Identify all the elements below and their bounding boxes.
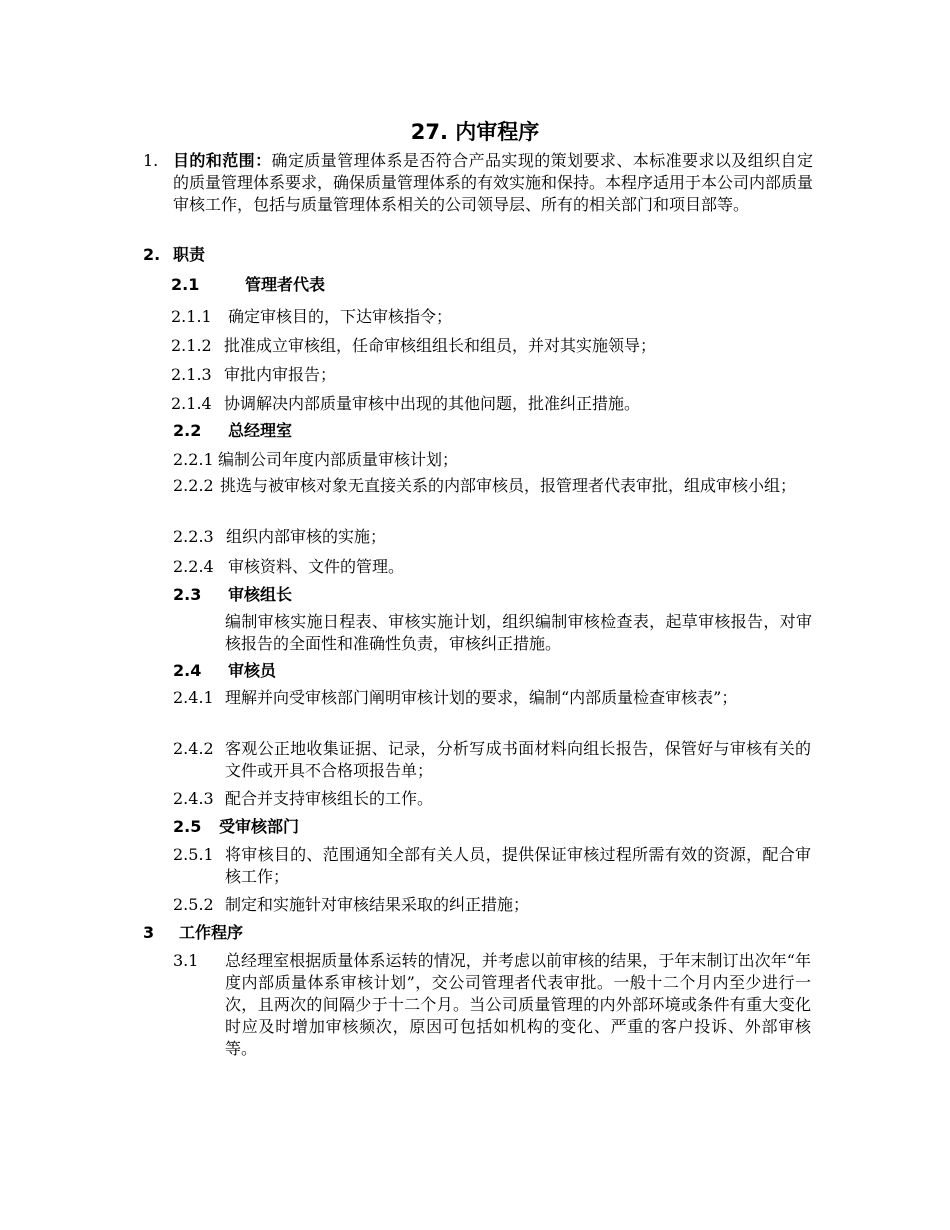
list-item [173,475,813,519]
list-item [171,393,811,415]
subsection-number: 2.4 [173,661,202,680]
list-item [173,950,813,1062]
item-text: 挑选与被审核对象无直接关系的内部审核员，报管理者代表审批，组成审核小组； [220,476,797,495]
item-number: 2.4.3 [173,789,214,808]
subsection-label: 管理者代表 [245,275,326,294]
subsection-2-3-paragraph [225,611,812,655]
section-number: 2. [143,245,161,264]
item-text: 审核资料、文件的管理。 [228,557,405,576]
subsection-2-4-heading [173,660,276,682]
item-text: 审批内审报告； [224,365,337,384]
item-text: 总经理室根据质量体系运转的情况，并考虑以前审核的结果，于年末制订出次年“年度内部质量体系审核计划”，交公司管理者代表审批。一般十二个月内至少进行一次，且两次的间隔少于十二个月。当公司质量管理的内外部环境或条件有重大变化时应及时增加审核频次，原因可包括如机构的变化、严重的客户投诉、外部审核等。 [225,951,811,1058]
item-number: 2.2.3 [173,527,214,546]
item-number: 2.5.1 [173,845,214,864]
item-text: 理解并向受审核部门阐明审核计划的要求，编制“内部质量检查审核表”； [225,688,738,707]
list-item [173,556,813,578]
subsection-number: 2.1 [171,275,200,294]
item-number: 2.1.4 [171,394,212,413]
item-text: 配合并支持审核组长的工作。 [225,789,434,808]
section-3-heading [143,922,243,944]
item-text: 组织内部审核的实施； [226,527,387,546]
list-item [171,335,811,357]
section-number: 3 [143,923,155,942]
item-number: 3.1 [173,951,199,970]
item-number: 2.4.2 [173,739,214,758]
section-label: 工作程序 [179,923,244,942]
item-number: 2.4.1 [173,688,214,707]
paragraph-text: 编制审核实施日程表、审核实施计划，组织编制审核检查表，起草审核报告，对审核报告的全面性和准确性负责，审核纠正措施。 [225,612,812,653]
subsection-2-3-heading [173,584,292,606]
section-text: 确定质量管理体系是否符合产品实现的策划要求、本标准要求以及组织自定的质量管理体系要求，确保质量管理体系的有效实施和保持。本程序适用于本公司内部质量审核工作，包括与质量管理体系相关的公司领导层、所有的相关部门和项目部等。 [173,151,814,214]
item-number: 2.1.3 [171,365,212,384]
subsection-2-5-heading [173,816,299,838]
list-item [173,687,813,731]
list-item [173,738,813,782]
item-text: 客观公正地收集证据、记录，分析写成书面材料向组长报告，保管好与审核有关的文件或开具不合格项报告单； [225,739,811,780]
item-number: 2.1.1 [171,307,212,326]
subsection-2-2-heading [173,420,292,442]
subsection-number: 2.5 [173,817,202,836]
item-text: 制定和实施针对审核结果采取的纠正措施； [225,895,530,914]
item-number: 2.1.2 [171,336,212,355]
subsection-label: 受审核部门 [219,817,300,836]
section-2-heading [143,244,205,266]
section-1-paragraph [173,150,813,216]
list-item [173,449,813,471]
subsection-2-1-heading [171,274,325,296]
subsection-number: 2.3 [173,585,202,604]
item-number: 2.2.1 [173,450,214,469]
item-number: 2.5.2 [173,895,214,914]
item-text: 将审核目的、范围通知全部有关人员，提供保证审核过程所需有效的资源，配合审核工作； [225,845,811,886]
section-label: 目的和范围： [173,151,272,170]
list-item [171,364,811,386]
subsection-number: 2.2 [173,421,202,440]
item-text: 协调解决内部质量审核中出现的其他问题，批准纠正措施。 [224,394,641,413]
list-item [173,844,813,888]
list-item [173,894,813,916]
section-number: 1. [143,151,159,170]
section-label: 职责 [173,245,206,264]
item-text: 编制公司年度内部质量审核计划； [218,450,459,469]
document-title: 27. 内审程序 [410,120,540,144]
item-number: 2.2.4 [173,557,214,576]
item-text: 确定审核目的，下达审核指令； [228,307,453,326]
item-number: 2.2.2 [173,476,214,495]
item-text: 批准成立审核组，任命审核组组长和组员，并对其实施领导； [224,336,657,355]
list-item [171,306,811,328]
list-item [173,526,813,548]
subsection-label: 审核员 [228,661,277,680]
subsection-label: 总经理室 [228,421,293,440]
subsection-label: 审核组长 [228,585,293,604]
section-1 [143,150,813,240]
list-item [173,788,813,810]
